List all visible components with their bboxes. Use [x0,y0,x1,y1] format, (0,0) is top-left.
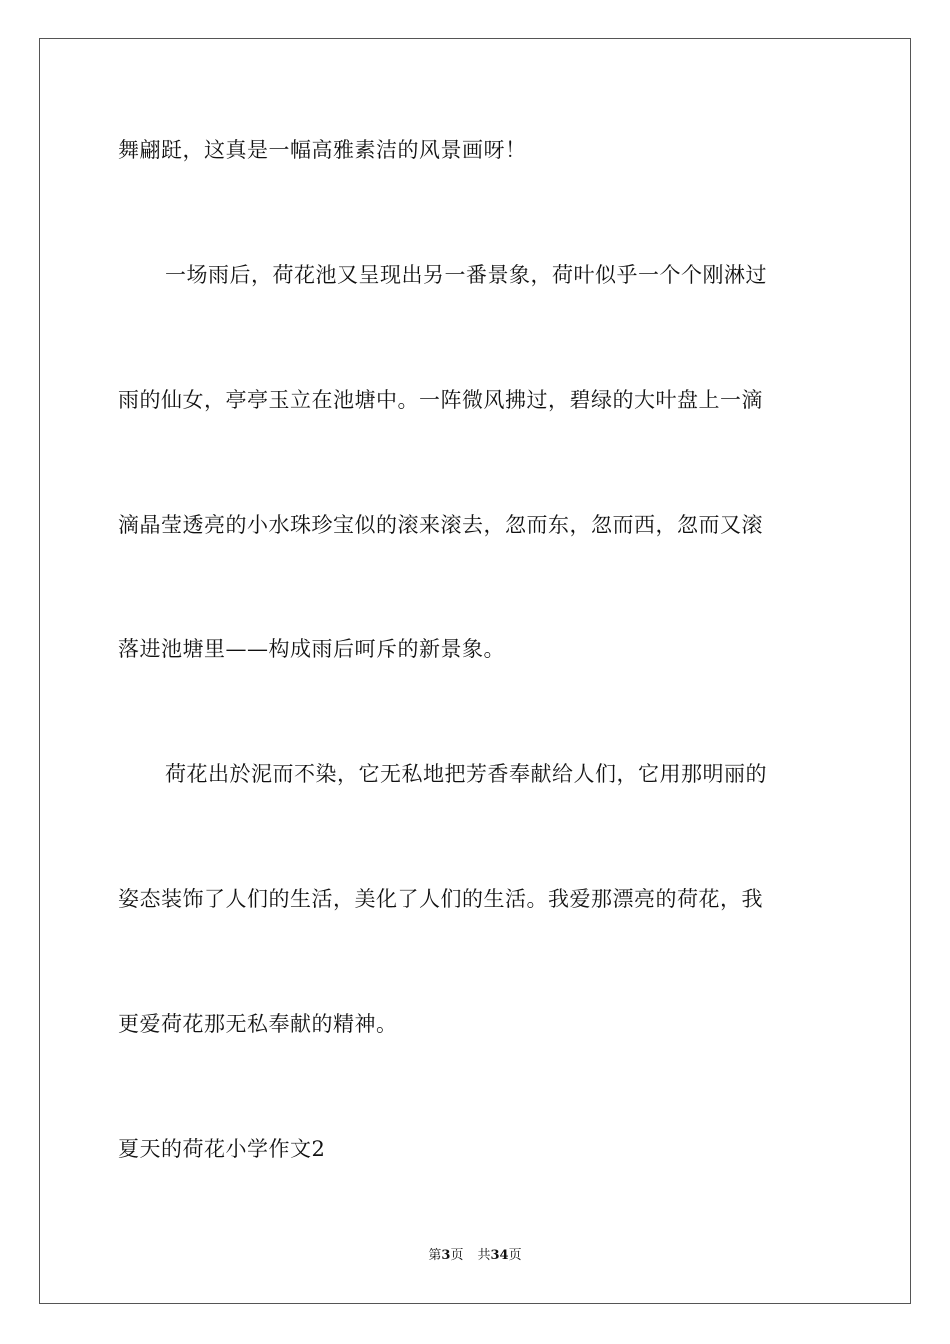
paragraph-start-line: 荷花出於泥而不染，它无私地把芳香奉献给人们，它用那明丽的 [165,762,767,786]
page-border [39,38,911,1304]
total-prefix: 共 [477,1248,491,1263]
text-line: 更爱荷花那无私奉献的精神。 [118,1012,398,1036]
text-line: 落进池塘里——构成雨后呵斥的新景象。 [118,637,505,661]
text-line: 姿态装饰了人们的生活，美化了人们的生活。我爱那漂亮的荷花，我 [118,887,763,911]
section-heading: 夏天的荷花小学作文2 [118,1137,326,1161]
paragraph-start-line: 一场雨后，荷花池又呈现出另一番景象，荷叶似乎一个个刚淋过 [165,263,767,287]
page-footer [0,1248,950,1264]
text-line: 雨的仙女，亭亭玉立在池塘中。一阵微风拂过，碧绿的大叶盘上一滴 [118,388,763,412]
total-pages: 34 [490,1248,509,1263]
text-line: 舞翩跹，这真是一幅高雅素洁的风景画呀！ [118,138,527,162]
total-suffix: 页 [508,1248,522,1263]
page-prefix: 第 [428,1248,442,1263]
page-number: 3 [441,1248,451,1263]
page-suffix: 页 [450,1248,464,1263]
text-line: 滴晶莹透亮的小水珠珍宝似的滚来滚去，忽而东，忽而西，忽而又滚 [118,513,763,537]
